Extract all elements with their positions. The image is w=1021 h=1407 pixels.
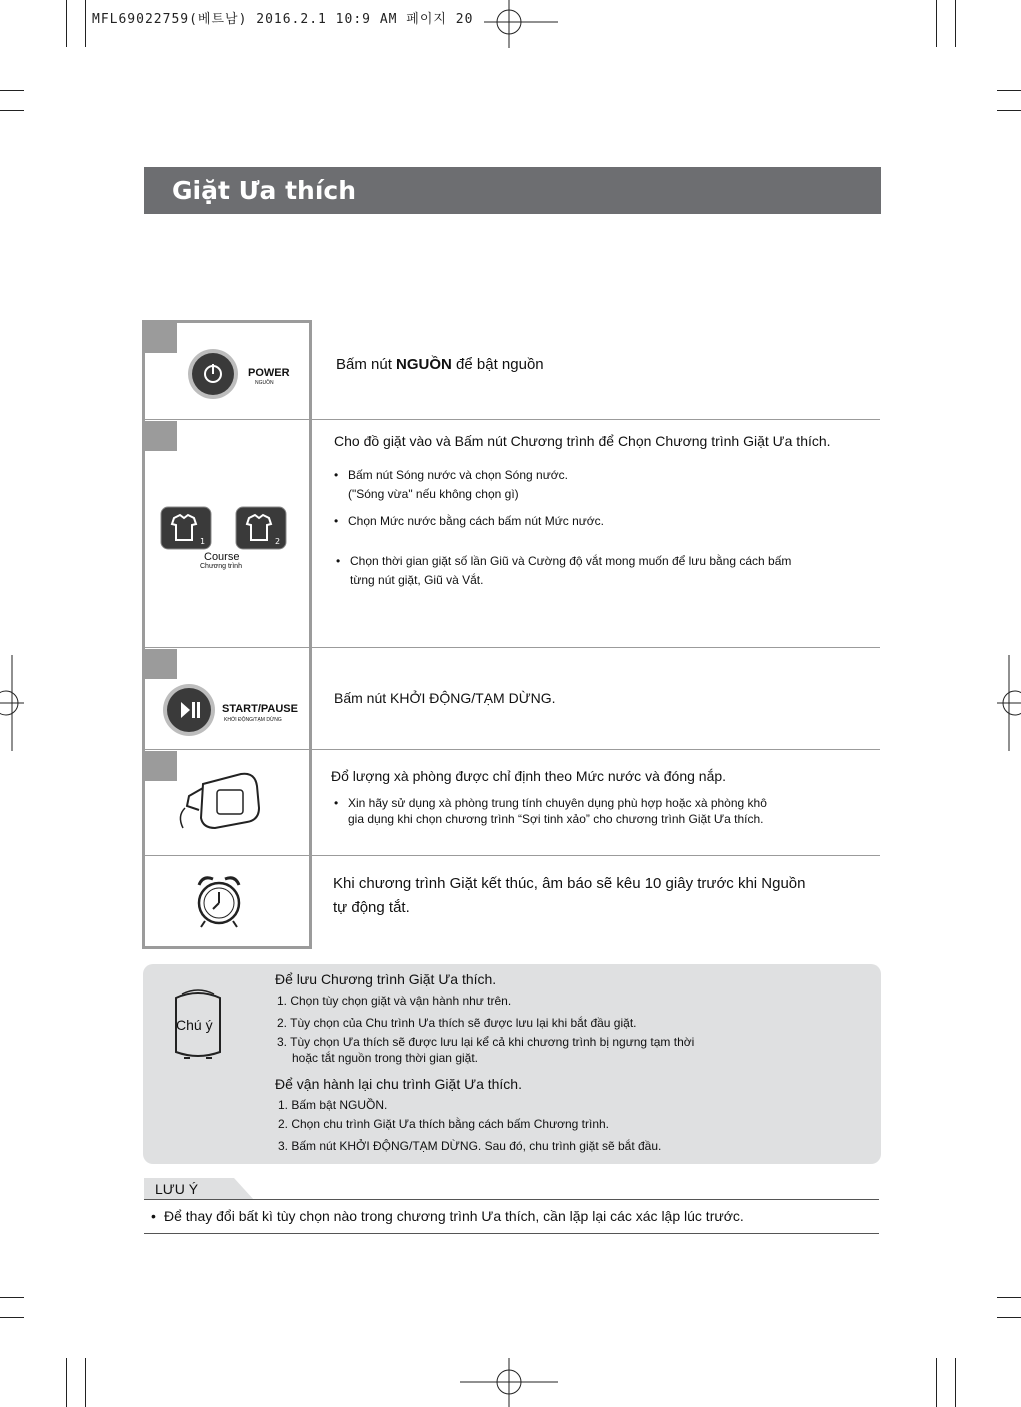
course-label: Course [204, 551, 240, 563]
course-instruction: Cho đồ giặt vào và Bấm nút Chương trình để Chọn Chương trình Giặt Ưa thích. [334, 433, 831, 449]
start-instruction: Bấm nút KHỞI ĐỘNG/TẠM DỪNG. [334, 690, 556, 706]
page-title: Giặt Ưa thích [172, 176, 357, 205]
note-save-heading: Để lưu Chương trình Giặt Ưa thích. [275, 971, 497, 987]
registration-mark-top [484, 0, 558, 48]
detergent-instruction: Đổ lượng xà phòng được chỉ định theo Mức nước và đóng nắp. [331, 768, 727, 784]
course-bullet-2: • Chọn Mức nước bằng cách bấm nút Mức nước. [348, 514, 604, 528]
title-bar [144, 167, 881, 214]
power-button-icon [186, 347, 240, 401]
note-save-3: 3. Tùy chọn Ưa thích sẽ được lưu lại kể cả khi chương trình bị ngưng tạm thời [277, 1035, 695, 1049]
course-sublabel: Chương trình [200, 563, 242, 570]
course-button-2-icon [235, 506, 287, 550]
note-run-2: 2. Chọn chu trình Giặt Ưa thích bằng cách bấm Chương trình. [278, 1117, 609, 1131]
luu-y-bullet: • [151, 1208, 156, 1224]
luu-y-bottom-rule [144, 1233, 879, 1234]
detergent-bottle-icon [175, 770, 261, 832]
luu-y-label: LƯU Ý [155, 1181, 199, 1197]
detergent-bullet-1: • Xin hãy sử dụng xà phòng trung tính chuyên dụng phù hợp hoặc xà phòng khô [348, 796, 767, 810]
start-pause-label: START/PAUSE [222, 703, 298, 715]
svg-text:2: 2 [275, 537, 281, 546]
note-box [143, 964, 881, 1164]
step-tab-3 [145, 649, 177, 679]
note-run-3: 3. Bấm nút KHỞI ĐỘNG/TẠM DỪNG. Sau đó, chu trình giặt sẽ bắt đầu. [278, 1139, 662, 1153]
row-divider [145, 647, 880, 648]
note-save-3-cont: hoặc tắt nguồn trong thời gian giặt. [292, 1051, 478, 1065]
course-button-1-icon [160, 506, 212, 550]
detergent-bullet-1-cont: gia dụng khi chọn chương trình “Sợi tinh xảo” cho chương trình Giặt Ưa thích. [348, 812, 764, 826]
note-save-2: 2. Tùy chọn của Chu trình Ưa thích sẽ được lưu lại khi bắt đầu giặt. [277, 1016, 637, 1030]
row-divider [145, 749, 880, 750]
note-icon-label: Chú ý [176, 1017, 213, 1033]
note-run-heading: Để vận hành lại chu trình Giặt Ưa thích. [275, 1076, 522, 1092]
luu-y-top-rule [144, 1199, 879, 1200]
registration-mark-bottom [460, 1358, 558, 1407]
course-bullet-3-cont: từng nút giặt, Giũ và Vắt. [350, 573, 484, 587]
step-tab-4 [145, 751, 177, 781]
print-info: MFL69022759(베트남) 2016.2.1 10:9 AM 페이지 20 [92, 12, 474, 27]
course-bullet-1: • Bấm nút Sóng nước và chọn Sóng nước. [348, 468, 568, 482]
power-sublabel: NGUỒN [255, 380, 274, 386]
course-bullet-3: • Chọn thời gian giặt số lần Giũ và Cường độ vắt mong muốn để lưu bằng cách bấm [350, 554, 791, 568]
luu-y-text: Để thay đổi bất kì tùy chọn nào trong chương trình Ưa thích, cần lặp lại các xác lập lúc trước. [164, 1208, 744, 1224]
start-pause-button-icon [161, 683, 217, 737]
alarm-text-line-2: tự động tắt. [333, 899, 410, 916]
registration-mark-right [997, 655, 1021, 751]
power-instruction: Bấm nút NGUỒN để bật nguồn [336, 356, 544, 373]
svg-text:1: 1 [200, 537, 206, 546]
start-pause-sublabel: KHỞI ĐỘNG/TẠM DỪNG [224, 717, 282, 723]
alarm-clock-icon [193, 873, 245, 929]
row-divider [145, 419, 880, 420]
power-label: POWER [248, 367, 290, 379]
note-save-1: 1. Chọn tùy chọn giặt và vận hành như trên. [277, 994, 512, 1008]
registration-mark-left [0, 655, 24, 751]
alarm-text-line-1: Khi chương trình Giặt kết thúc, âm báo sẽ kêu 10 giây trước khi Nguồn [333, 875, 806, 892]
course-bullet-1-cont: ("Sóng vừa" nếu không chọn gì) [348, 487, 519, 501]
step-tab-1 [145, 323, 177, 353]
step-tab-2 [145, 421, 177, 451]
row-divider [145, 855, 880, 856]
note-run-1: 1. Bấm bật NGUỒN. [278, 1098, 388, 1112]
